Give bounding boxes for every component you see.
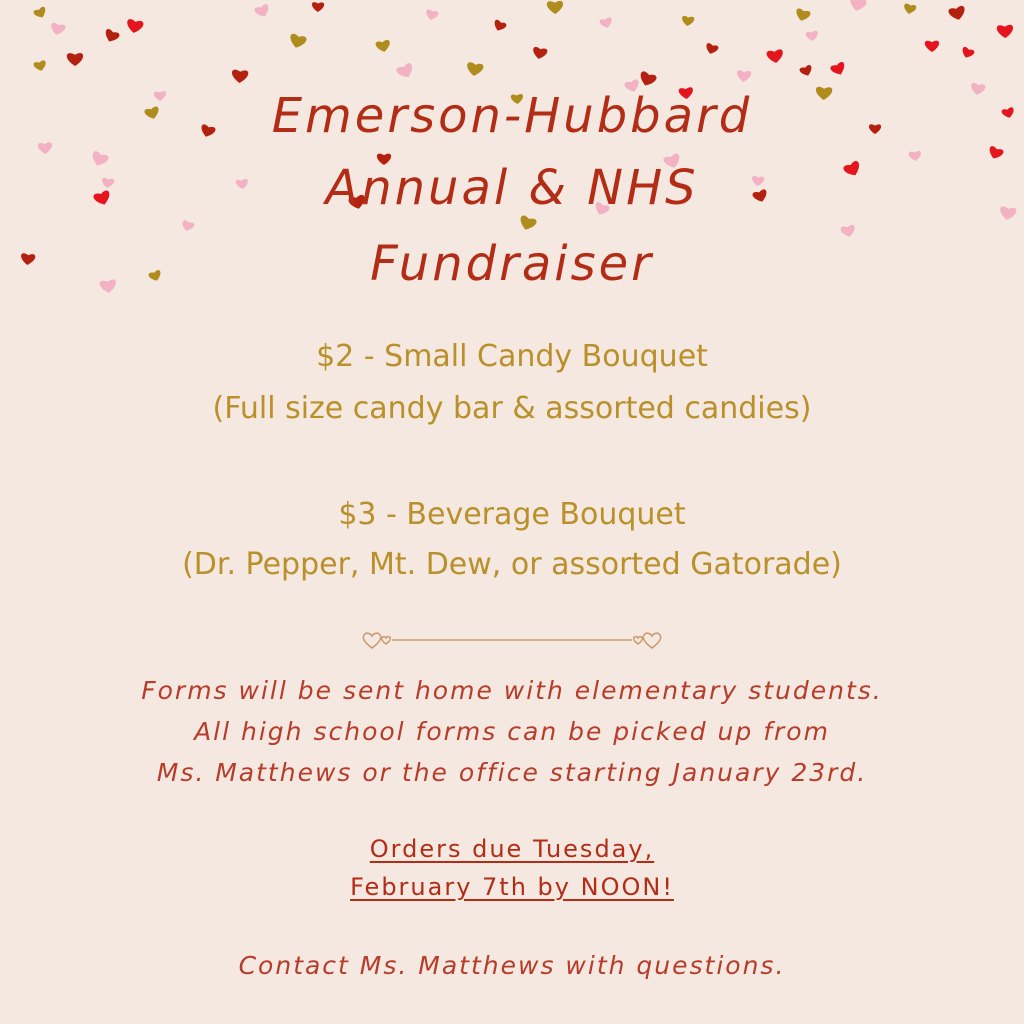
double-heart-icon [382,637,391,644]
heart-icon [997,25,1014,39]
heart-icon [312,2,325,12]
info-line-2: All high school forms can be picked up from [194,717,830,746]
heart-icon [288,33,307,50]
heart-icon [794,8,811,23]
heart-icon [466,62,484,77]
title-line-1: Emerson-Hubbard [271,88,753,144]
heart-icon [681,16,694,27]
heart-icon [396,62,416,80]
deadline-line-1: Orders due Tuesday, [369,835,655,863]
heart-icon [805,30,819,42]
heart-icon [848,0,867,13]
deadline-line-2: February 7th by NOON! [350,873,674,901]
heart-icon [948,5,967,22]
heart-icon [903,3,917,15]
heart-icon [67,53,84,66]
heart-icon [766,49,784,64]
offer-1-headline: $2 - Small Candy Bouquet [316,339,708,374]
offer-2-headline: $3 - Beverage Bouquet [338,497,686,532]
contact-line: Contact Ms. Matthews with questions. [238,951,786,980]
double-heart-icon [634,637,643,644]
double-heart-divider [360,628,664,652]
heart-icon [33,60,47,72]
heart-icon [532,46,548,60]
heart-icon [960,46,975,60]
heart-icon [254,3,272,19]
heart-icon [375,39,391,53]
heart-icon [830,61,848,77]
heart-icon [103,28,121,44]
heart-icon [50,22,66,36]
double-heart-icon [643,633,660,648]
heart-icon [547,1,564,15]
info-line-3: Ms. Matthews or the office starting January 23rd. [156,758,868,787]
title-line-3: Fundraiser [370,236,654,292]
offer-2-detail: (Dr. Pepper, Mt. Dew, or assorted Gatorade) [182,547,842,582]
info-line-1: Forms will be sent home with elementary students. [141,676,883,705]
heart-icon [599,17,613,30]
heart-icon [126,19,144,35]
heart-icon [704,43,719,56]
double-heart-icon [363,633,380,648]
heart-icon [925,41,939,53]
title-line-2: Annual & NHS [325,160,699,216]
heart-icon [425,9,439,21]
heart-icon [492,19,507,33]
heart-icon [33,6,48,20]
heart-icon [799,64,814,77]
offer-1-detail: (Full size candy bar & assorted candies) [212,391,812,426]
